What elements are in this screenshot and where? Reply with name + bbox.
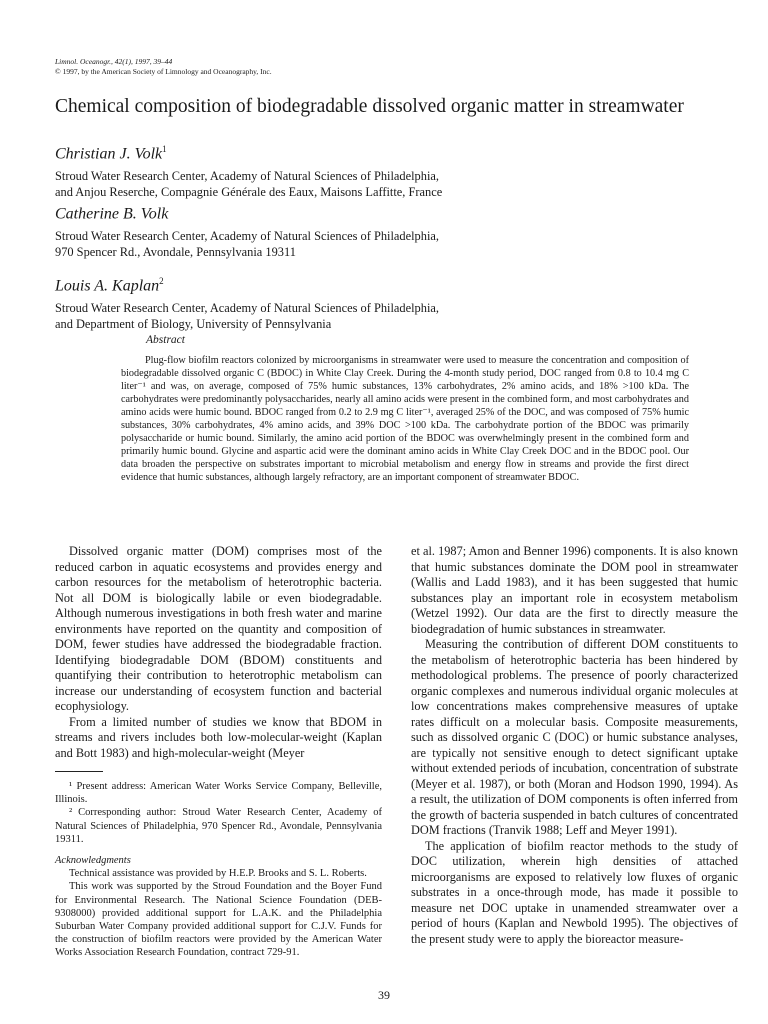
footnote: ¹ Present address: American Water Works Service Company, Belleville, Illinois. (55, 781, 382, 806)
copyright-line: © 1997, by the American Society of Limnology and Oceanography, Inc. (55, 67, 272, 76)
body-paragraph: Measuring the contribution of different DOM constituents to the metabolism of heterotrophic bacteria has been hindered by methodological problems. The presence of poorly characterized organic complexes and numerous individual organic molecules at low concentrations makes comprehensive measures of uptake rates difficult on a molecular basis. Composite measurements, such as dissolved organic C (DOC) or humic substance analyses, are typically not sensitive enough to detect significant uptake without extended periods of incubation, concentration of substrate (Meyer et al. 1987), or both (Moran and Hodson 1990, 1994). As a result, the utilization of DOM components is often inferred from the growth of bacteria suspended in batch cultures of concentrated DOM fractions (Tranvik 1988; Leff and Meyer 1991). (411, 637, 738, 837)
acknowledgment-paragraph: This work was supported by the Stroud Foundation and the Boyer Fund for Environmental Research. The National Science Foundation (DEB-9308000) provided additional support for L.A.K. and the Philadelphia Suburban Water Company provided additional support for C.J.V. Funds for the construction of biofilm reactors were provided by the American Water Works Association Research Foundation, contract 729-91. (55, 881, 382, 959)
author-affiliation: Stroud Water Research Center, Academy of Natural Sciences of Philadelphia, 970 Spencer Rd., Avondale, Pennsylvania 19311 (55, 229, 439, 260)
footnote: ² Corresponding author: Stroud Water Research Center, Academy of Natural Sciences of Philadelphia, 970 Spencer Rd., Avondale, Pennsylvania 19311. (55, 807, 382, 845)
body-paragraph: Dissolved organic matter (DOM) comprises most of the reduced carbon in aquatic ecosystems and provides energy and carbon resources for the metabolism of heterotrophic bacteria. Not all DOM is biologically labile or even biodegradable. Although numerous investigations in both fresh water and marine environments have reported on the quantity and composition of DOM, fewer studies have addressed the biodegradable fraction. Identifying biodegradable DOM (BDOM) constituents and quantifying their contribution to heterotrophic metabolism can increase our understanding of ecosystem function and bacterial ecophysiology. (55, 544, 382, 713)
author-block (55, 199, 735, 260)
author-affiliation: Stroud Water Research Center, Academy of Natural Sciences of Philadelphia, and Department of Biology, University of Pennsylvania (55, 301, 439, 332)
article-title: Chemical composition of biodegradable dissolved organic matter in streamwater (55, 96, 684, 117)
author-footnote-mark: 2 (159, 276, 164, 286)
footnote-divider (55, 771, 103, 772)
abstract-heading: Abstract (146, 334, 185, 346)
author-name: Christian J. Volk$^1$ (55, 144, 167, 163)
abstract (121, 333, 689, 484)
author-name: Louis A. Kaplan$^2$ (55, 276, 164, 295)
body-paragraph: et al. 1987; Amon and Benner 1996) components. It is also known that humic substances dominate the DOM pool in streamwater (Wallis and Ladd 1983), and it has been suggested that humic substances play an important role in ecosystem metabolism (Wetzel 1992). Our data are the first to directly measure the biodegradation of humic substances in streamwater. (411, 544, 738, 636)
acknowledgments-heading: Acknowledgments (55, 855, 131, 867)
acknowledgment-paragraph: Technical assistance was provided by H.E.P. Brooks and S. L. Roberts. (69, 868, 367, 880)
citation-line: Limnol. Oceanogr., 42(1), 1997, 39–44 (55, 57, 173, 66)
page-number: 39 (378, 988, 390, 1002)
body-paragraph: The application of biofilm reactor methods to the study of DOC utilization, wherein high densities of attached microorganisms are exposed to relatively low fluxes of organic substrates in a once-through mode, has made it possible to measure net DOC uptake in unamended streamwater over a period of hours (Kaplan and Newbold 1995). The objectives of the present study were to apply the bioreactor measure- (411, 838, 738, 946)
author-footnote-mark: 1 (162, 144, 167, 154)
right-column (411, 544, 738, 947)
body-paragraph: From a limited number of studies we know that BDOM in streams and rivers includes both low-molecular-weight (Kaplan and Bott 1983) and high-molecular-weight (Meyer (55, 714, 382, 760)
left-column (55, 544, 382, 960)
journal-citation (55, 57, 272, 77)
author-block (55, 271, 735, 332)
author-name: Catherine B. Volk (55, 205, 169, 223)
author-affiliation: Stroud Water Research Center, Academy of Natural Sciences of Philadelphia, and Anjou Reserche, Compagnie Générale des Eaux, Maisons Laffitte, France (55, 169, 443, 200)
author-block (55, 139, 735, 200)
abstract-text: Plug-flow biofilm reactors colonized by microorganisms in streamwater were used to measure the concentration and composition of biodegradable dissolved organic C (BDOC) in White Clay Creek. During the 4-month study period, DOC ranged from 0.8 to 10.4 mg C liter⁻¹ and was, on average, composed of 75% humic substances, 13% carbohydrates, 2% amino acids, and 18% >100 kDa. The carbohydrates were predominantly polysaccharides, nearly all amino acids were present in the combined form, and most carbohydrates and amino acids were humic bound. BDOC ranged from 0.2 to 2.9 mg C liter⁻¹, averaged 25% of the DOC, and was composed of 75% humic substances, 30% carbohydrates, 4% amino acids, and 39% DOC >100 kDa. The carbohydrate portion of the BDOC was primarily polysaccharide or humic bound. Similarly, the amino acid portion of the BDOC was overwhelmingly present in the combined form and primarily humic bound. Glycine and aspartic acid were the dominant amino acids in White Clay Creek DOC and in the BDOC pool. Our data broaden the perspective on substrates important to microbial metabolism and energy flow in streams and provide the first direct evidence that humic substances, although largely refractory, are an important component of streamwater BDOC. (121, 355, 689, 483)
